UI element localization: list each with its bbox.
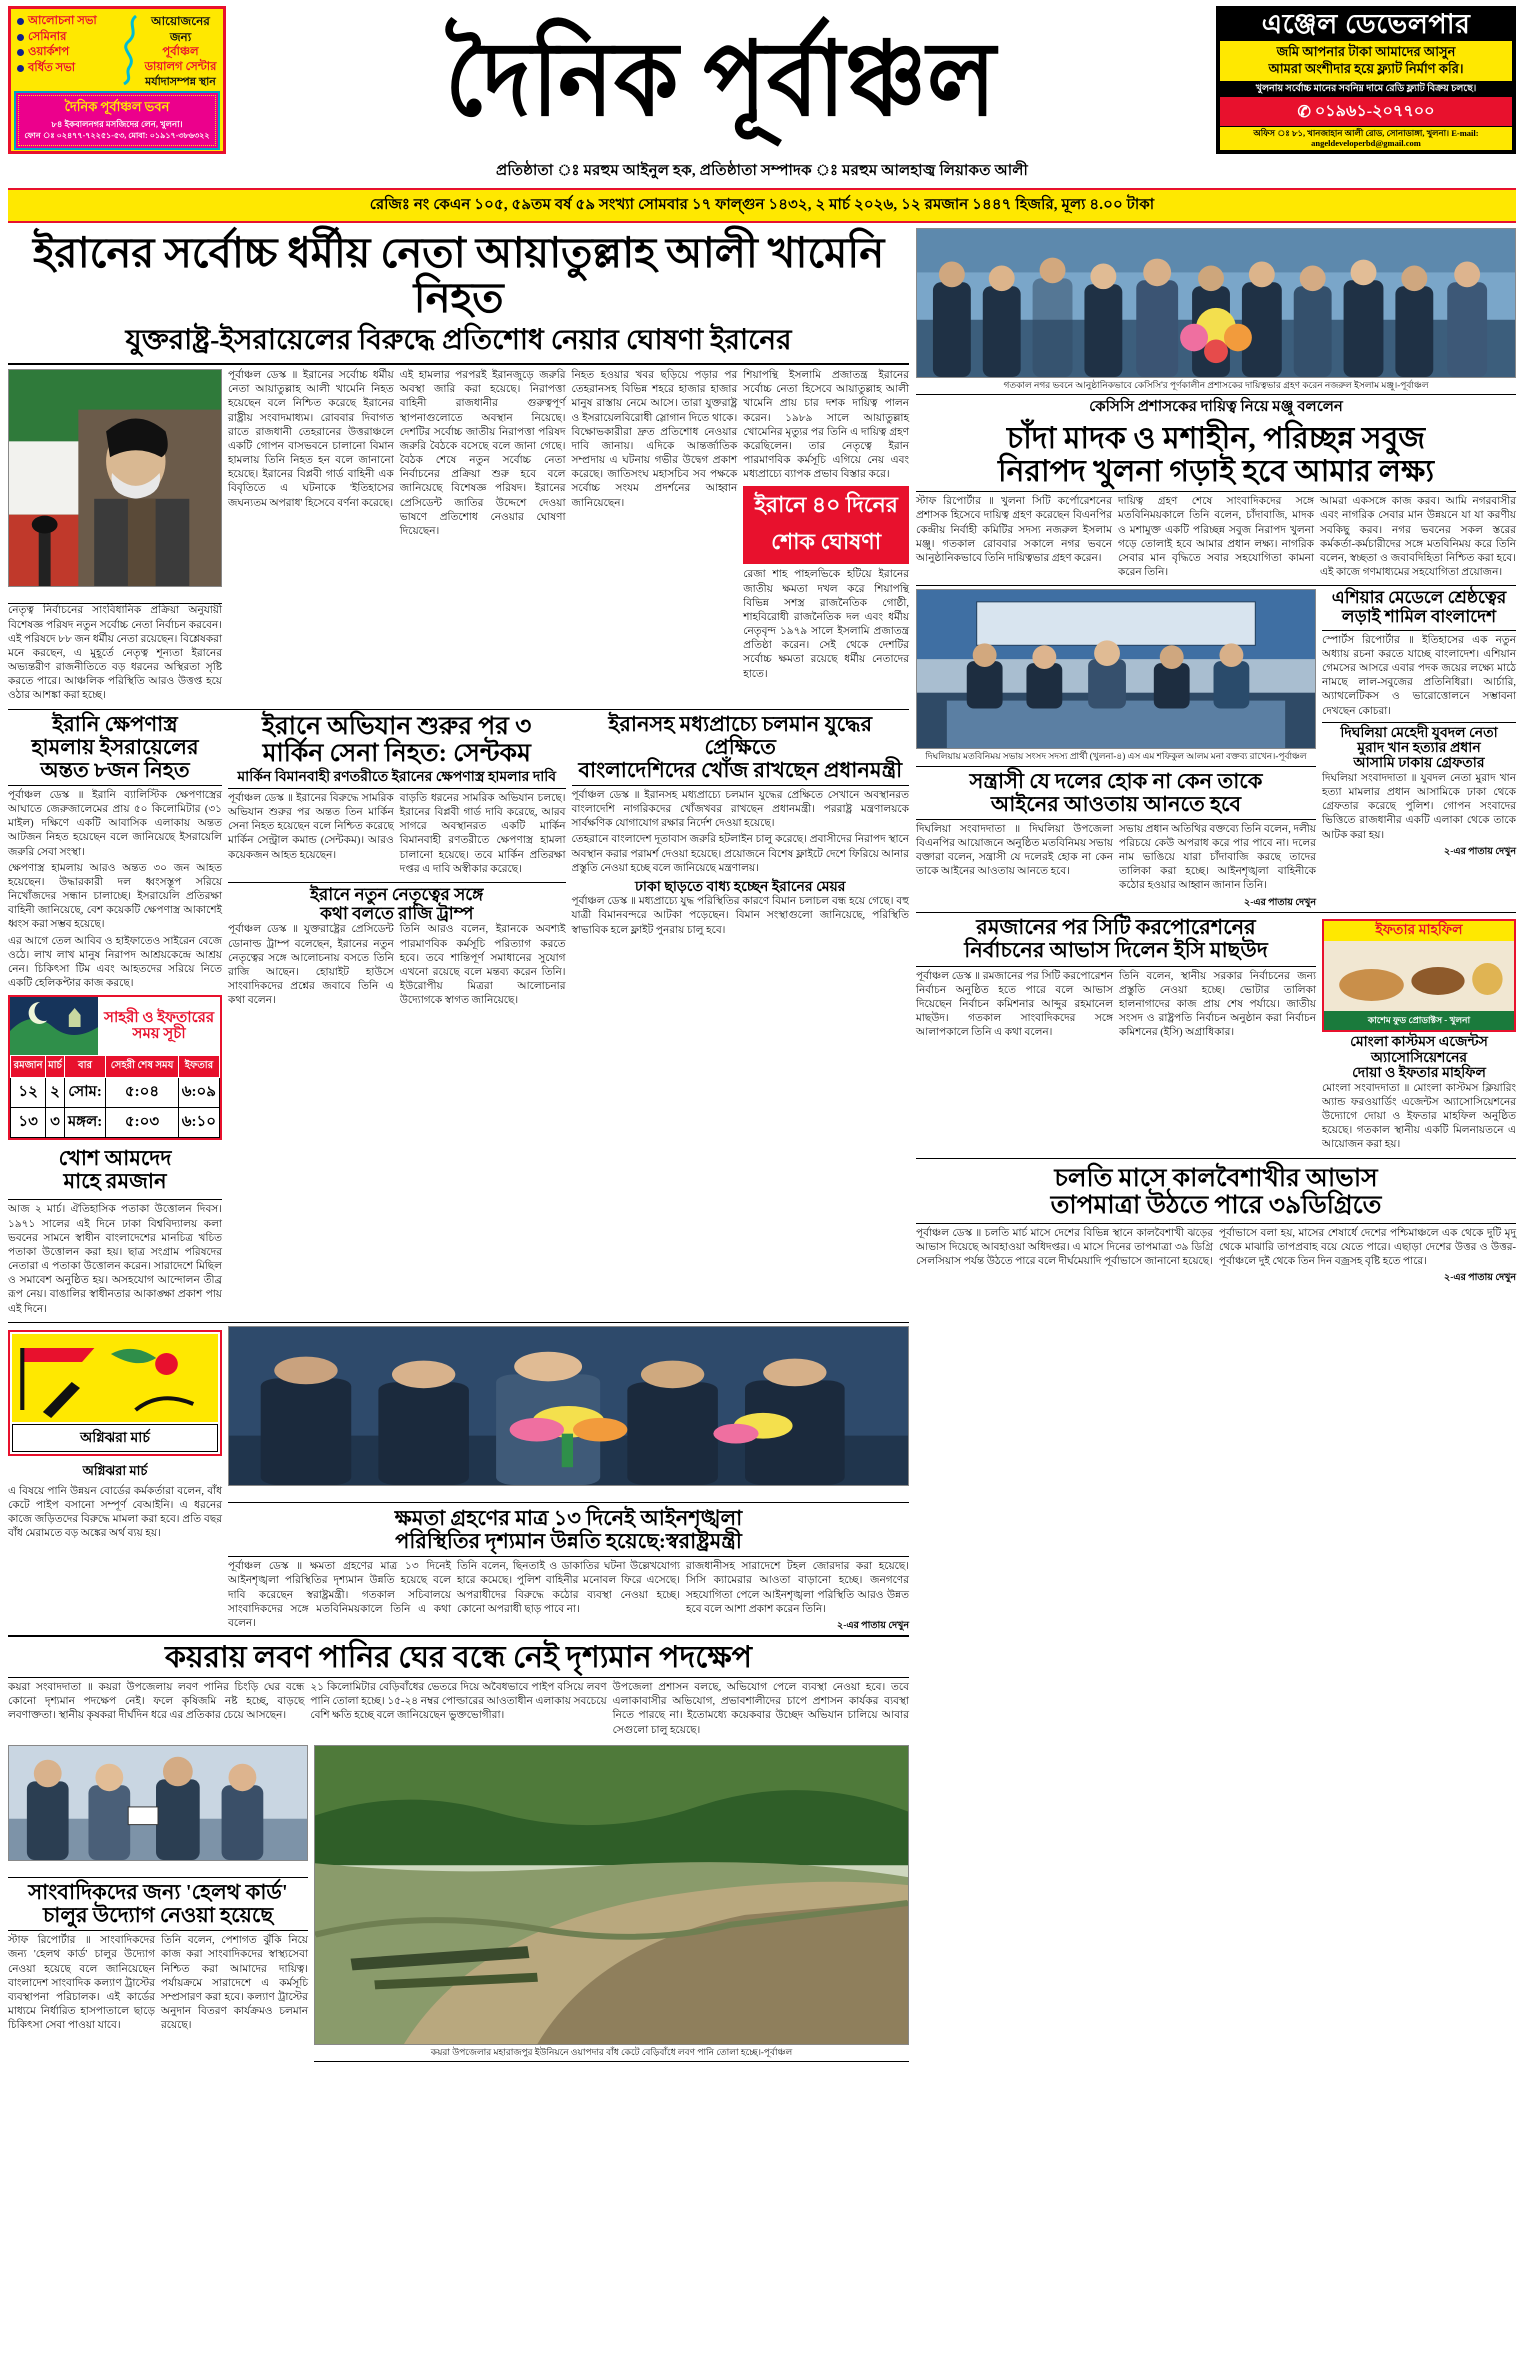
cell: সোম: — [64, 1078, 105, 1108]
divider — [8, 1930, 308, 1931]
divider — [1322, 722, 1516, 723]
paragraph: ২১ কিলোমিটার বেড়িবাঁধের ভেতরে দিয়ে অবৈধভাবে পাইপ বসিয়ে লবণ পানি তোলা হচ্ছে। ১৫-২৪ নম্বর পোল্ডারের আওতাধীন এলাকায় সবচেয়ে বেশি ক্ষতি হচ্ছে বলে জানিয়েছেন ভুক্তভোগীরা। — [310, 1682, 607, 1722]
headline-line-2: হামলায় ইসরায়েলের — [31, 734, 199, 759]
paragraph: পূর্বাঞ্চল ডেস্ক ॥ ইরানের সর্বোচ্চ ধর্মীয় নেতা আয়াতুল্লাহ আলী খামেনি নিহত হয়েছেন বলে নিশ্চিত করেছে ইরানের রাষ্ট্রীয় সংবাদমাধ্যম। রোববার দিবাগত রাতে রাজধানী তেহরানের উত্তরাঞ্চলে একটি গোপন বাসভবনে চালানো বিমান হামলায় তিনি নিহত হন বলে জানানো হয়েছে। ইরানের বিপ্লবী গার্ড বাহিনী এক বিবৃতিতে এ ঘটনাকে 'ইতিহাসের জঘন্যতম অপরাধ' হিসেবে বর্ণনা করেছে। — [228, 370, 394, 509]
lead-photo-caption — [8, 587, 222, 604]
divider — [8, 1635, 909, 1637]
greeting-line1: খোশ আমদেদ — [58, 1146, 172, 1171]
mongla-headline — [1322, 1035, 1516, 1081]
headline-line-1: ক্ষমতা গ্রহণের মাত্র ১৩ দিনেই আইনশৃঙ্খলা — [394, 1506, 743, 1531]
divider — [8, 785, 222, 786]
headline-line-2: নির্বাচনের আভাস দিলেন ইসি মাছউদ — [964, 938, 1268, 963]
cell: ২ — [46, 1078, 65, 1108]
dighalia-block — [916, 589, 1316, 909]
paragraph: উপজেলা প্রশাসন বলছে, অভিযোগ পেলে ব্যবস্থা নেওয়া হবে। তবে এলাকাবাসীর অভিযোগ, প্রভাবশালীদের চাপে প্রশাসন কার্যকর ব্যবস্থা নিতে পারছে না। ইতোমধ্যে কয়েকবার উচ্ছেদ অভিযান চালিয়ে আবার সেগুলো চালু হয়েছে। — [612, 1682, 909, 1736]
divider — [8, 1199, 222, 1200]
lead-photo-col-text — [8, 604, 222, 703]
ec-block — [916, 916, 1316, 1154]
cell: ১২ — [11, 1078, 46, 1108]
ad-left-top — [13, 11, 221, 89]
ad-bullet-item — [17, 61, 122, 77]
lead-headline: ইরানের সর্বোচ্চ ধর্মীয় নেতা আয়াতুল্লাহ আলী খামেনি নিহত — [33, 231, 884, 323]
continued-label[interactable]: ২-এর পাতায় দেখুন — [1444, 846, 1516, 857]
table-header-row — [11, 1056, 220, 1078]
photo-caption — [8, 1861, 308, 1878]
continued-label[interactable]: ২-এর পাতায় দেখুন — [1444, 1273, 1516, 1284]
iran-missile-headline — [8, 713, 222, 782]
lower-mid-section — [8, 1326, 909, 1633]
headline-line-1: সন্ত্রাসী যে দলের হোক না কেন তাকে — [969, 768, 1263, 793]
prayer-box-header — [10, 997, 220, 1055]
kcc-headline — [916, 422, 1516, 488]
paragraph: কয়রা সংবাদদাতা ॥ কয়রা উপজেলায় লবণ পানির চিংড়ি ঘের বন্ধে কোনো দৃশ্যমান পদক্ষেপ নেই। ফলে কৃষিজমি নষ্ট হচ্ছে, বাড়ছে লবণাক্ততা। স্থানীয় কৃষকরা দীর্ঘদিন ধরে এর প্রতিকার চেয়ে আসছেন। — [8, 1682, 305, 1722]
paragraph: এর আগে তেল আবিব ও হাইফাতেও সাইরেন বেজে ওঠে। লাখ লাখ মানুষ নিরাপদ আশ্রয়কেন্দ্রে আশ্রয় নেন। চিকিৎসা টিম এবং আহতদের সরিয়ে নিতে একটি হেলিকপ্টার কাজ করছে। — [8, 935, 222, 990]
paragraph: সভায় প্রধান অতিথির বক্তব্যে তিনি বলেন, দলীয় পরিচয়ে কেউ অপরাধ করে পার পাবে না। দলের নাম ভাঙিয়ে যারা চাঁদাবাজি করছে তাদের তালিকা করা হচ্ছে। আইনশৃঙ্খলা বাহিনীকে কঠোর হওয়ার আহ্বান জানান তিনি। — [1119, 823, 1316, 892]
ad-building-title: দৈনিক পূর্বাঞ্চল ভবন — [64, 99, 170, 115]
paragraph: স্টাফ রিপোর্টার ॥ খুলনা সিটি কর্পোরেশনের প্রশাসক হিসেবে দায়িত্ব গ্রহণ করেছেন বিএনপির কেন্দ্রীয় নির্বাহী কমিটির সদস্য নজরুল ইসলাম মঞ্জু। গতকাল রোববার সকালে নগর ভবনে আনুষ্ঠানিকভাবে তিনি দায়িত্বভার গ্রহণ করেন। — [916, 496, 1112, 564]
ad-right-yellow-line2: আমরা অংশীদার হয়ে ফ্ল্যাট নির্মাণ করি। — [1268, 60, 1464, 76]
ad-bullet-list — [17, 14, 122, 89]
headline-line-1: ইরানে অভিযান শুরুর পর ৩ — [262, 712, 532, 740]
divider — [8, 709, 909, 710]
kcc-columns — [916, 495, 1516, 582]
headline-line-1: সাংবাদিকদের জন্য 'হেলথ কার্ড' — [28, 1880, 288, 1905]
ad-right-sub-line: অফিস ঃ ৮১, খানজাহান আলী রোড, সোনাডাঙ্গা, খুলনা। E-mail: angeldeveloperbd@gmail.com — [1220, 127, 1512, 149]
centcom-headline — [228, 713, 566, 768]
paragraph: পূর্বাঞ্চল ডেস্ক ॥ ইরানি ব্যালিস্টিক ক্ষেপণাস্ত্রের আঘাতে জেরুজালেমের প্রায় ৫০ কিলোমিটার (৩১ মাইল) দক্ষিণে একটি আবাসিক এলাকায় অন্তত আটজন নিহত হয়েছেন বলে জানিয়েছে ইসরায়েলি জরুরি সেবা সংস্থা। — [8, 789, 222, 858]
paragraph: তিনি বলেন, স্থানীয় সরকার নির্বাচনের জন্য প্রস্তুতি নেওয়া হচ্ছে। ভোটার তালিকা হালনাগাদের কাজ প্রায় শেষ পর্যায়ে। জাতীয় সংসদ ও রাষ্ট্রপতি নির্বাচন অনুষ্ঠান করা নির্বাচন কমিশনের (ইসি) অগ্রাধিকার। — [1119, 970, 1316, 1039]
paragraph: দিঘলিয়া সংবাদদাতা ॥ দিঘলিয়া উপজেলা বিএনপির আয়োজনে অনুষ্ঠিত মতবিনিময় সভায় বক্তারা বলেন, সন্ত্রাসী যে দলেরই হোক না কেন তাকে আইনের আওতায় আনতে হবে। — [916, 823, 1113, 878]
column-header: বার — [64, 1056, 105, 1078]
march-ad-caption: অগ্নিঝরা মার্চ — [82, 1462, 148, 1478]
ramadan-moon-art — [10, 997, 98, 1055]
ad-right-phone-number: ০১৯৬১-২০৭৭০০ — [1314, 103, 1435, 121]
page-title: দৈনিক পূর্বাঞ্চল — [445, 22, 997, 138]
ad-building-inner — [18, 95, 216, 146]
headline-line-2: মার্কিন সেনা নিহত: সেন্টকম — [262, 740, 531, 768]
headline-line-2: আইনের আওতায় আনতে হবে — [990, 791, 1242, 816]
right-column — [916, 228, 1516, 2062]
ec-columns — [916, 970, 1316, 1043]
cell: ৬:১০ — [178, 1108, 219, 1138]
ramadan-greeting — [8, 1144, 222, 1196]
bullet-dot-icon — [17, 18, 24, 25]
ifter-ad-block[interactable] — [1322, 916, 1516, 1154]
lead-text-column-1 — [228, 369, 394, 705]
kcc-kicker: কেসিসি প্রশাসকের দায়িত্ব নিয়ে মঞ্জু বললেন — [1089, 399, 1343, 416]
cell: ৫:০৪ — [106, 1078, 179, 1108]
ad-left-text — [142, 14, 219, 89]
trump-headline — [228, 886, 566, 923]
headline-line-1: রমজানের পর সিটি করপোরেশনের — [976, 915, 1256, 940]
table-row — [11, 1078, 220, 1108]
mourning-banner: ইরানে ৪০ দিনের শোক ঘোষণা — [743, 486, 909, 564]
ifter-ad-box[interactable] — [1322, 919, 1516, 1032]
ad-right-black-line: খুলনায় সর্বোচ্চ মানের সবনিম্ন দামে রেডি ফ্ল্যাট বিক্রয় চলছে। — [1255, 83, 1477, 94]
ad-building-phone: ফোন ঃ ০২৪৭৭-৭২২৫১-৫৩, মোবা: ০১৯১৭-৩৮৬৩২২ — [24, 130, 210, 140]
health-card-columns — [8, 1934, 308, 2035]
headline-line-2: পরিস্থিতির দৃশ্যমান উন্নতি হয়েছে:স্বরাষ্ট্রমন্ত্রী — [395, 1529, 742, 1554]
paragraph: তিনি আরও বলেন, ইরানকে অবশ্যই পারমাণবিক কর্মসূচি পরিত্যাগ করতে হবে। তবে শান্তিপূর্ণ সমাধানের সুযোগ এখনো রয়েছে বলে মন্তব্য করেন তিনি। ইউরোপীয় মিত্ররা আলোচনার উদ্যোগকে স্বাগত জানিয়েছে। — [399, 924, 566, 1007]
divider — [228, 788, 566, 789]
health-card-block — [8, 1745, 308, 2062]
march-ad-label: অগ্নিঝরা মার্চ — [12, 1424, 218, 1452]
divider — [916, 585, 1516, 586]
iran-missile-block — [8, 713, 222, 1319]
headline-line-2: বাংলাদেশিদের খোঁজ রাখছেন প্রধানমন্ত্রী — [578, 757, 903, 782]
ad-building-block — [14, 91, 220, 150]
paragraph: তেহরানে বাংলাদেশ দূতাবাস জরুরি হটলাইন চালু করেছে। প্রবাসীদের নিরাপদ স্থানে অবস্থান করার পরামর্শ দেওয়া হয়েছে। প্রয়োজনে বিশেষ ফ্লাইটে দেশে ফিরিয়ে আনার প্রস্তুতি নেওয়া হচ্ছে বলে জানিয়েছে মন্ত্রণালয়। — [571, 834, 909, 874]
ad-bullet-item — [17, 45, 122, 61]
bottom-section — [8, 1745, 909, 2062]
health-card-headline — [8, 1881, 308, 1927]
ad-right-brand: এঞ্জেল ডেভেলপার — [1261, 9, 1471, 39]
masthead-title-area — [232, 6, 1210, 154]
ad-bullet-item — [17, 14, 122, 30]
ec-headline — [916, 916, 1316, 962]
lead-subheadline: যুক্তরাষ্ট্র-ইসরায়েলের বিরুদ্ধে প্রতিশোধ নেয়ার ঘোষণা ইরানের — [125, 324, 792, 356]
paragraph: আজ ২ মার্চ। ঐতিহাসিক পতাকা উত্তোলন দিবস। ১৯৭১ সালের এই দিনে ঢাকা বিশ্ববিদ্যালয় কলা ভবনের সামনে স্বাধীন বাংলাদেশের মানচিত্র খচিত পতাকা উত্তোলন করা হয়। ছাত্র সংগ্রাম পরিষদের নেতারা এ পতাকা উত্তোলন করেন। সারাদেশে মিছিল ও সমাবেশ অনুষ্ঠিত হয়। অসহযোগ আন্দোলন তীব্র রূপ নেয়। বাঙালির স্বাধীনতার আকাঙ্ক্ষা প্রকাশ পায় এই দিনে। — [8, 1204, 222, 1315]
divider — [8, 363, 909, 365]
photo-dighalia-meeting — [916, 589, 1316, 749]
ad-right-phone-band[interactable] — [1220, 97, 1512, 126]
cell: ১৩ — [11, 1108, 46, 1138]
paragraph: তিনি বলেন, পেশাগত ঝুঁকি নিয়ে কাজ করা সাংবাদিকদের স্বাস্থ্যসেবা নিশ্চিত করা আমাদের দায়িত্ব। পর্যায়ক্রমে সারাদেশে এ কর্মসূচি সম্প্রসারণ করা হবে। কল্যাণ ট্রাস্টের অনুদান বিতরণ কার্যক্রমও চলমান রয়েছে। — [161, 1935, 308, 2032]
registration-dateline: রেজিঃ নং কেএন ১০৫, ৫৯তম বর্ষ ৫৯ সংখ্যা সোমবার ১৭ ফাল্গুন ১৪৩২, ২ মার্চ ২০২৬, ১২ রমজান ১৪৪৭ হিজরি, মূল্য ৪.০০ টাকা — [8, 188, 1516, 223]
ad-bullet-label: ওয়ার্কশপ — [28, 46, 70, 59]
centcom-columns — [228, 792, 566, 879]
paragraph: স্পোর্টস রিপোর্টার ॥ ইতিহাসের এক নতুন অধ্যায় রচনা করতে যাচ্ছে বাংলাদেশ। এশিয়ান গেমসের আসরে এবার পদক জয়ের লক্ষ্যে মাঠে নামছে লাল-সবুজের প্রতিনিধিরা। আর্চারি, অ্যাথলেটিকস ও ভারোত্তোলনে সম্ভাবনা দেখছেন কোচরা। — [1322, 634, 1516, 717]
home-minister-columns — [228, 1560, 909, 1633]
headline-line-1: মোংলা কাস্টমস এজেন্টস অ্যাসোসিয়েশনের — [1350, 1035, 1488, 1066]
photo-caption: দিঘলিয়ায় মতবিনিময় সভায় সংসদ সদস্য প্রার্থী (খুলনা-৪) এস এম শফিকুল আলম মনা বক্তব্য রাখেন।-পূর্বাঞ্চল — [916, 749, 1316, 766]
ifter-ad-sub-band: কাশেম ফুড প্রোডাক্টস - খুলনা — [1324, 1011, 1514, 1030]
headline-line-1: দিঘলিয়া মেহেদী যুবদল নেতা — [1340, 725, 1498, 741]
headline-line-1: ইরানসহ মধ্যপ্রাচ্যে চলমান যুদ্ধের প্রেক্ষিতে — [608, 711, 873, 759]
lead-text-column-4 — [743, 369, 909, 705]
headline-line-1: চলতি মাসে কালবৈশাখীর আভাস — [1054, 1164, 1378, 1192]
prayer-title-line2: সময় সূচী — [132, 1026, 186, 1043]
paragraph: রাজধানীসহ সারাদেশে টহল জোরদার করা হয়েছে। সিসি ক্যামেরার আওতা বাড়ানো হচ্ছে। জনগণের সহযোগিতা পেলে আইনশৃঙ্খলা পরিস্থিতি আরও উন্নত হবে বলে আশা প্রকাশ করেন তিনি। — [686, 1561, 909, 1615]
ifter-ad-band: ইফতার মাহফিল — [1324, 921, 1514, 941]
squiggle-decoration-icon — [124, 14, 140, 89]
home-minister-headline — [228, 1507, 909, 1553]
paragraph: আমরা একসঙ্গে কাজ করব। আমি নগরবাসীর এবং নাগরিক সেবার মান উন্নয়নে যা যা করণীয় সবকিছু করব। নগর ভবনের সকল স্তরের কর্মকর্তা-কর্মচারীদের সঙ্গে মতবিনিময় করে তিনি বলেন, স্বচ্ছতা ও জবাবদিহিতা নিশ্চিত করা হবে। এই কাজে গণমাধ্যমের সহযোগিতা প্রয়োজন। — [1320, 496, 1516, 579]
bullet-dot-icon — [17, 49, 24, 56]
right-mid-section — [916, 589, 1516, 909]
asia-medal-headline — [1322, 589, 1516, 626]
continued-label[interactable]: ২-এর পাতায় দেখুন — [1244, 897, 1316, 908]
paragraph: পূর্বাভাসে বলা হয়, মাসের শেষার্ধে দেশের পশ্চিমাঞ্চলে এক থেকে দুটি মৃদু থেকে মাঝারি তাপপ্রবাহ বয়ে যেতে পারে। এছাড়া দেশের উত্তর ও উত্তর-পূর্বাঞ্চলে দুই থেকে তিন দিন বজ্রসহ বৃষ্টি হতে পারে। — [1219, 1227, 1516, 1267]
dighalia1-columns — [916, 823, 1316, 910]
ad-right-yellow-band — [1220, 41, 1512, 81]
divider — [916, 966, 1316, 967]
lead-text-column-3 — [572, 369, 738, 705]
paragraph: নেতৃত্ব নির্বাচনের সাংবিধানিক প্রক্রিয়া অনুযায়ী বিশেষজ্ঞ পরিষদ নতুন সর্বোচ্চ নেতা নির্বাচন করবেন। এই পরিষদে ৮৮ জন ধর্মীয় নেতা রয়েছেন। বিশ্লেষকরা মনে করছেন, এ মুহূর্তে নেতৃত্ব শূন্যতা ইরানের অভ্যন্তরীণ রাজনীতিতে বড় ধরনের অস্থিরতা সৃষ্টি করতে পারে। আঞ্চলিক পরিস্থিতি আরও উত্তপ্ত হয়ে ওঠার আশঙ্কা করা হচ্ছে। — [8, 605, 222, 702]
march-ad-art — [12, 1334, 218, 1422]
ad-bullet-label: বর্ধিত সভা — [28, 61, 76, 74]
asia-medal-block — [1322, 589, 1516, 909]
headline-line-3: অন্তত ৮জন নিহত — [40, 757, 190, 782]
paragraph: স্টাফ রিপোর্টার ॥ সাংবাদিকদের জন্য 'হেলথ কার্ড' চালুর উদ্যোগ নেওয়া হয়েছে বলে জানিয়েছেন বাংলাদেশ সাংবাদিক কল্যাণ ট্রাস্টের ব্যবস্থাপনা পরিচালক। এই কার্ডের মাধ্যমে নির্ধারিত হাসপাতালে ছাড়ে চিকিৎসা সেবা পাওয়া যাবে। — [8, 1935, 155, 2032]
paragraph: পূর্বাঞ্চল ডেস্ক ॥ ক্ষমতা গ্রহণের মাত্র ১৩ দিনেই আইনশৃঙ্খলা পরিস্থিতির দৃশ্যমান উন্নতি হয়েছে বলে দাবি করেছেন স্বরাষ্ট্রমন্ত্রী। গতকাল সচিবালয়ে সাংবাদিকদের সঙ্গে মতবিনিময়কালে তিনি এ কথা বলেন। — [228, 1561, 451, 1629]
lead-columns — [8, 369, 909, 705]
photo-koyra-embankment — [314, 1745, 909, 2045]
headline-line-1: এশিয়ার মেডেলে শ্রেষ্ঠত্বের — [1331, 588, 1507, 608]
dighalia1-headline — [916, 770, 1316, 816]
bullet-dot-icon — [17, 65, 24, 72]
paragraph: শিয়াপন্থি ইসলামি প্রজাতন্ত্র ইরানের সর্বোচ্চ নেতা হিসেবে আয়াতুল্লাহ আলী খামেনি প্রায় চার দশক দায়িত্ব পালন করেন। ১৯৮৯ সালে আয়াতুল্লাহ খোমেনির মৃত্যুর পর তিনি এ দায়িত্ব গ্রহণ করেছিলেন। তার নেতৃত্বে ইরান পারমাণবিক কর্মসূচি এগিয়ে নেয় এবং মধ্যপ্রাচ্যে ব্যাপক প্রভাব বিস্তার করে। — [743, 370, 909, 481]
paragraph: এ বিষয়ে পানি উন্নয়ন বোর্ডের কর্মকর্তারা বলেন, বাঁধ কেটে পাইপ বসানো সম্পূর্ণ বেআইনি। এ ধরনের কাজে জড়িতদের বিরুদ্ধে মামলা করা হবে। প্রতি বছর বাঁধ মেরামতে বড় অঙ্কের অর্থ ব্যয় হয়। — [8, 1485, 222, 1540]
divider — [916, 912, 1516, 913]
kcc-photo-caption: গতকাল নগর ভবনে আনুষ্ঠানিকভাবে কেসিসি'র পূর্ণকালীন প্রশাসকের দায়িত্বভার গ্রহণ করেন নজরুল ইসলাম মঞ্জু।-পূর্বাঞ্চল — [916, 378, 1516, 395]
column-header: ইফতার — [178, 1056, 219, 1078]
photo-caption: কয়রা উপজেলার মহারাজপুর ইউনিয়নে ওয়াপদার বাঁধ কেটে বেড়িবাঁধে লবণ পানি তোলা হচ্ছে।-পূর্বাঞ্চল — [314, 2045, 909, 2062]
koyra-headline: কয়রায় লবণ পানির ঘের বন্ধে নেই দৃশ্যমান পদক্ষেপ — [165, 1641, 752, 1675]
divider — [916, 491, 1516, 492]
paragraph: তিনি বলেন, ছিনতাই ও ডাকাতির ঘটনা উল্লেখযোগ্য হারে কমেছে। পুলিশ বাহিনীর মনোবল ফিরে এসেছে। অপরাধীদের বিরুদ্ধে কঠোর ব্যবস্থা নেওয়া হচ্ছে। কোনো অপরাধী ছাড় পাবে না। — [457, 1561, 680, 1615]
ad-bullet-label: সেমিনার — [28, 30, 67, 43]
ad-building-address: ৮৪ ইকবালনগর মসজিদের লেন, খুলনা। — [51, 119, 183, 130]
river-photo-block — [314, 1745, 909, 2062]
paragraph: পূর্বাঞ্চল ডেস্ক ॥ রমজানের পর সিটি করপোরেশন নির্বাচন অনুষ্ঠিত হতে পারে বলে আভাস দিয়েছেন নির্বাচন কমিশনার আব্দুর রহমানেল মাছউদ। গতকাল সাংবাদিকদের সঙ্গে আলাপকালে তিনি এ কথা বলেন। — [916, 970, 1113, 1039]
prayer-title-line1: সাহরী ও ইফতারের — [104, 1009, 215, 1026]
photo-flower-handover — [228, 1326, 909, 1486]
divider — [916, 1223, 1516, 1224]
headline-line-1: ইরানে নতুন নেতৃত্বের সঙ্গে — [310, 884, 484, 904]
headline-line-2: লড়াই শামিল বাংলাদেশ — [1341, 606, 1497, 626]
headline-line-3: আসামি ঢাকায় গ্রেফতার — [1353, 756, 1485, 772]
paragraph: পূর্বাঞ্চল ডেস্ক ॥ ইরানের বিরুদ্ধে সামরিক অভিযান শুরুর পর অন্তত তিন মার্কিন সেনা নিহত হয়েছেন বলে নিশ্চিত করেছে মার্কিন সেন্ট্রাল কমান্ড (সেন্টকম)। আরও কয়েকজন আহত হয়েছেন। — [228, 792, 394, 861]
mayor-headline: ঢাকা ছাড়তে বাধ্য হচ্ছেন ইরানের মেয়র — [635, 879, 846, 895]
cell: ৬:০৯ — [178, 1078, 219, 1108]
cell: ৫:০৩ — [106, 1108, 179, 1138]
paragraph: পূর্বাঞ্চল ডেস্ক ॥ ইরানসহ মধ্যপ্রাচ্যে চলমান যুদ্ধের প্রেক্ষিতে সেখানে অবস্থানরত বাংলাদেশি নাগরিকদের খোঁজখবর রাখছেন প্রধানমন্ত্রী। পররাষ্ট্র মন্ত্রণালয়কে সার্বক্ষণিক যোগাযোগ রক্ষার নির্দেশ দেওয়া হয়েছে। — [571, 789, 909, 830]
prayer-times-table — [10, 1055, 220, 1138]
paragraph: পূর্বাঞ্চল ডেস্ক ॥ চলতি মার্চ মাসে দেশের বিভিন্ন স্থানে কালবৈশাখী ঝড়ের আভাস দিয়েছে আবহাওয়া অধিদপ্তর। এ মাসে দিনের তাপমাত্রা ৩৯ ডিগ্রি সেলসিয়াস পর্যন্ত উঠতে পারে বলে দীর্ঘমেয়াদি পূর্বাভাসে জানানো হয়েছে। — [916, 1227, 1213, 1267]
dighalia2-headline — [1322, 726, 1516, 772]
paragraph: রেজা শাহ পাহলভিকে হটিয়ে ইরানের জাতীয় ক্ষমতা দখল করে শিয়াপন্থি বিভিন্ন সশস্ত্র রাজনৈতিক গোষ্ঠী, শাহবিরোধী রাজনৈতিক দল এবং ধর্মীয় নেতৃবৃন্দ ১৯৭৯ সালে ইসলামি প্রজাতন্ত্র প্রতিষ্ঠা করেন। সেই থেকে দেশটির সর্বোচ্চ ক্ষমতা রয়েছে ধর্মীয় নেতাদের হাতে। — [743, 569, 909, 680]
right-of-missile — [228, 713, 566, 1319]
divider — [228, 882, 566, 883]
paragraph: নিহত হওয়ার খবর ছড়িয়ে পড়ার পর তেহরানসহ বিভিন্ন শহরে হাজার হাজার মানুষ রাস্তায় নেমে আসে। তারা যুক্তরাষ্ট্র ও ইসরায়েলবিরোধী স্লোগান দিতে থাকে। বিক্ষোভকারীরা দ্রুত প্রতিশোধ নেওয়ার দাবি জানায়। এদিকে আন্তর্জাতিক সম্প্রদায় এ ঘটনায় গভীর উদ্বেগ প্রকাশ করেছে। জাতিসংঘ মহাসচিব সব পক্ষকে সর্বোচ্চ সংযম প্রদর্শনের আহ্বান জানিয়েছেন। — [571, 370, 738, 509]
ad-left-line1: আয়োজনের জন্য — [151, 14, 210, 44]
headline-line-1: ইরানি ক্ষেপণাস্ত্র — [52, 711, 178, 736]
mid-section — [8, 713, 909, 1319]
pm-story-block — [572, 713, 910, 1319]
paragraph: পূর্বাঞ্চল ডেস্ক ॥ যুক্তরাষ্ট্রের প্রেসিডেন্ট ডোনাল্ড ট্রাম্প বলেছেন, ইরানের নতুন নেতৃত্বের সঙ্গে আলোচনায় বসতে তিনি রাজি আছেন। হোয়াইট হাউসে সাংবাদিকদের প্রশ্নের জবাবে তিনি এ কথা বলেন। — [228, 924, 394, 1007]
cell: ৩ — [46, 1108, 65, 1138]
divider — [916, 1158, 1516, 1159]
paragraph: এই হামলার পরপরই ইরানজুড়ে জরুরি অবস্থা জারি করা হয়েছে। নিরাপত্তা বাহিনী রাজধানীর গুরুত্বপূর্ণ স্থাপনাগুলোতে অবস্থান নিয়েছে। দেশটির সর্বোচ্চ জাতীয় নিরাপত্তা পরিষদ জরুরি বৈঠকে বসেছে বলে জানা গেছে। বৈঠক শেষে নতুন সর্বোচ্চ নেতা নির্বাচনের প্রক্রিয়া শুরু হবে বলে জানিয়েছে বিশেষজ্ঞ পরিষদ। ইরানের প্রেসিডেন্ট জাতির উদ্দেশে দেওয়া ভাষণে প্রতিশোধ নেওয়ার ঘোষণা দিয়েছেন। — [399, 370, 566, 537]
lead-text-column-2 — [400, 369, 566, 705]
divider — [916, 819, 1316, 820]
headline-line-2: দোয়া ও ইফতার মাহফিল — [1352, 1066, 1486, 1082]
cell: মঙ্গল: — [64, 1108, 105, 1138]
trump-columns — [228, 923, 566, 1010]
divider — [228, 1556, 909, 1557]
ifter-ad-art — [1324, 941, 1514, 1011]
paragraph: দায়িত্ব গ্রহণ শেষে সাংবাদিকদের সঙ্গে মতবিনিময়কালে তিনি বলেন, চাঁদাবাজি, মাদক ও মশামুক্ত একটি পরিচ্ছন্ন সবুজ নিরাপদ খুলনা গড়ে তোলাই হবে আমার প্রধান লক্ষ্য। নাগরিক সেবার মান বৃদ্ধিতে সবার সহযোগিতা কামনা করেন তিনি। — [1118, 496, 1314, 579]
ec-section — [916, 916, 1516, 1154]
ad-angel-developer[interactable] — [1216, 6, 1516, 154]
ad-bullet-label: আলোচনা সভা — [28, 15, 97, 27]
headline-line-2: কথা বলতে রাজি ট্রাম্প — [320, 903, 474, 923]
column-header: রমজান — [11, 1056, 46, 1078]
headline-line-2: মুরাদ খান হত্যার প্রধান — [1357, 741, 1481, 757]
ad-right-yellow-line1: জমি আপনার টাকা আমাদের আসুন — [1276, 44, 1456, 59]
lead-photo-column — [8, 369, 222, 705]
paragraph: বাড়তি ধরনের সামরিক অভিযান চলছে। ইরানের বিপ্লবী গার্ড দাবি করেছে, আরব সাগরে অবস্থানরত একটি মার্কিন বিমানবাহী রণতরীতে ক্ষেপণাস্ত্র হামলা চালানো হয়েছে। তবে মার্কিন প্রতিরক্ষা দপ্তর এ দাবি অস্বীকার করেছে। — [399, 792, 566, 875]
divider — [572, 785, 910, 786]
prayer-box-title — [98, 997, 220, 1055]
paragraph: পূর্বাঞ্চল ডেস্ক ॥ মধ্যপ্রাচ্যে যুদ্ধ পরিস্থিতির কারণে বিমান চলাচল বন্ধ হয়ে গেছে। বহু যাত্রী বিমানবন্দরে আটকা পড়েছেন। বিমান সংস্থাগুলো জানিয়েছে, পরিস্থিতি স্বাভাবিক হলে ফ্লাইট পুনরায় চালু হবে। — [571, 896, 909, 936]
column-header: মার্চ — [46, 1056, 65, 1078]
phone-icon: ✆ — [1297, 103, 1311, 121]
paragraph: দিঘলিয়া সংবাদদাতা ॥ যুবদল নেতা মুরাদ খান হত্যা মামলার প্রধান আসামিকে ঢাকা থেকে গ্রেফতার করেছে পুলিশ। গোপন সংবাদের ভিত্তিতে রাজধানীর একটি এলাকা থেকে তাকে আটক করা হয়। — [1322, 772, 1516, 841]
table-row — [11, 1108, 220, 1138]
centcom-subheadline: মার্কিন বিমানবাহী রণতরীতে ইরানের ক্ষেপণাস্ত্র হামলার দাবি — [237, 769, 557, 785]
ad-purbanchal-dialog-center[interactable] — [8, 6, 226, 154]
photo-health-card — [8, 1745, 308, 1861]
headline-line-1: চাঁদা মাদক ও মশাহীন, পরিচ্ছন্ন সবুজ — [1006, 422, 1426, 456]
content-area — [8, 228, 1516, 2062]
koyra-columns — [8, 1681, 909, 1740]
photo-kcc-handover — [916, 228, 1516, 378]
ad-left-line2: পূর্বাঞ্চল ডায়ালগ সেন্টার — [144, 46, 217, 74]
ad-bullet-item — [17, 30, 122, 46]
greeting-line2: মাহে রমজান — [63, 1169, 167, 1194]
pm-headline — [572, 713, 910, 782]
divider — [8, 1677, 909, 1678]
prayer-times-box — [8, 995, 222, 1140]
paragraph: ক্ষেপণাস্ত্র হামলায় আরও অন্তত ৩০ জন আহত হয়েছেন। উদ্ধারকারী দল ধ্বংসস্তূপ সরিয়ে নিখোঁজদের সন্ধান চালাচ্ছে। ইসরায়েলি প্রতিরক্ষা বাহিনী জানিয়েছে, বেশ কয়েকটি ক্ষেপণাস্ত্র আকাশেই ধ্বংস করা সম্ভব হয়েছে। — [8, 862, 222, 931]
headline-line-2: তাপমাত্রা উঠতে পারে ৩৯ডিগ্রিতে — [1050, 1192, 1382, 1220]
march-ad-block[interactable] — [8, 1326, 222, 1633]
divider — [1322, 630, 1516, 631]
paragraph: মোংলা সংবাদদাতা ॥ মোংলা কাস্টমস ক্লিয়ারিং অ্যান্ড ফরওয়ার্ডিং এজেন্টস অ্যাসোসিয়েশনের উদ্যোগে দোয়া ও ইফতার মাহফিল অনুষ্ঠিত হয়েছে। গতকাল স্থানীয় একটি মিলনায়তনে এ আয়োজন করা হয়। — [1322, 1082, 1516, 1151]
bullet-dot-icon — [17, 34, 24, 41]
main-column — [8, 228, 909, 2062]
lead-photo-khamenei — [8, 369, 222, 587]
headline-line-2: চালুর উদ্যোগ নেওয়া হয়েছে — [42, 1903, 274, 1928]
headline-line-2: নিরাপদ খুলনা গড়াই হবে আমার লক্ষ্য — [997, 455, 1435, 489]
weather-columns — [916, 1227, 1516, 1285]
ad-left-line3: মর্যাদাসম্পন্ন স্থান — [145, 76, 216, 89]
divider — [8, 1322, 909, 1323]
weather-headline — [916, 1165, 1516, 1220]
handover-photo-block — [228, 1326, 909, 1633]
founder-line: প্রতিষ্ঠাতা ঃ মরহুম আইনুল হক, প্রতিষ্ঠাতা সম্পাদক ঃ মরহুম আলহাজ্ব লিয়াকত আলী — [496, 163, 1028, 179]
continued-label[interactable]: ২-এর পাতায় দেখুন — [837, 1620, 909, 1631]
column-header: সেহরী শেষ সময — [106, 1056, 179, 1078]
march-ad-box[interactable] — [8, 1330, 222, 1456]
masthead — [8, 6, 1516, 154]
photo-caption — [228, 1486, 909, 1503]
